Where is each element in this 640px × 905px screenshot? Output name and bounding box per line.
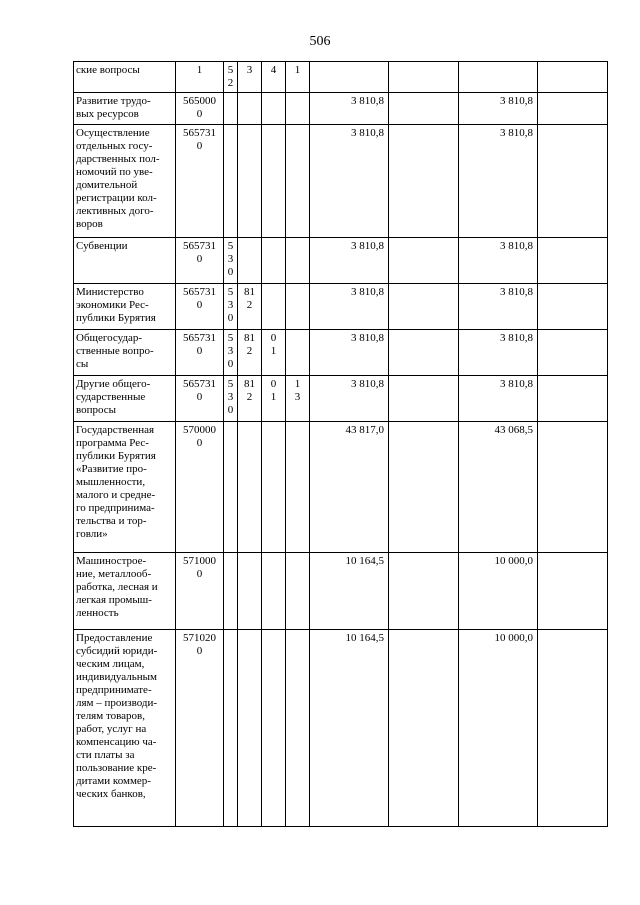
cell-line: вых ресурсов bbox=[76, 108, 139, 120]
row-name bbox=[74, 422, 176, 553]
row-col-3 bbox=[238, 93, 262, 125]
cell-line: малого и средне- bbox=[76, 489, 156, 501]
cell-line: легкая промыш- bbox=[76, 594, 152, 606]
cell-line: 571020 bbox=[183, 632, 216, 644]
cell-line: ленность bbox=[76, 607, 119, 619]
row-amount-2 bbox=[389, 284, 459, 330]
cell-line: 565731 bbox=[183, 378, 216, 390]
cell-line: 5 bbox=[227, 332, 234, 344]
cell-line: сы bbox=[76, 358, 89, 370]
cell-line: 5 bbox=[227, 240, 234, 252]
cell-line: Машинострое- bbox=[76, 555, 147, 567]
row-col-4 bbox=[262, 62, 286, 93]
cell-line: 0 bbox=[196, 140, 203, 152]
cell-line: пользование кре- bbox=[76, 762, 157, 774]
cell-line: 0 bbox=[227, 266, 234, 278]
cell-line: субсидий юриди- bbox=[76, 645, 158, 657]
row-col-1 bbox=[286, 238, 310, 284]
table-row bbox=[74, 62, 608, 93]
row-col-3 bbox=[238, 238, 262, 284]
row-code bbox=[176, 630, 224, 827]
row-amount-4 bbox=[538, 330, 608, 376]
cell-line: 3 bbox=[227, 253, 234, 265]
cell-line: 81 bbox=[244, 286, 255, 298]
cell-line: Государственная bbox=[76, 424, 155, 436]
row-amount-1: 10 164,5 bbox=[310, 630, 389, 827]
row-col-4 bbox=[262, 125, 286, 238]
cell-line: 1 bbox=[294, 378, 301, 390]
row-col-3 bbox=[238, 630, 262, 827]
cell-line: 570000 bbox=[183, 424, 216, 436]
row-amount-4 bbox=[538, 422, 608, 553]
row-amount-2 bbox=[389, 62, 459, 93]
row-amount-2 bbox=[389, 238, 459, 284]
row-code bbox=[176, 238, 224, 284]
row-col-1 bbox=[286, 125, 310, 238]
cell-line: лям – производи- bbox=[76, 697, 158, 709]
cell-line: 565731 bbox=[183, 240, 216, 252]
cell-line: 571000 bbox=[183, 555, 216, 567]
cell-line: 81 bbox=[244, 378, 255, 390]
row-col-4 bbox=[262, 376, 286, 422]
row-amount-3: 10 000,0 bbox=[459, 630, 538, 827]
cell-line: 0 bbox=[227, 312, 234, 324]
cell-line: домительной bbox=[76, 179, 138, 191]
cell-line: 1 bbox=[270, 345, 277, 357]
cell-line: 0 bbox=[196, 645, 203, 657]
row-amount-3: 10 000,0 bbox=[459, 553, 538, 630]
row-code bbox=[176, 330, 224, 376]
table-row bbox=[74, 284, 608, 330]
cell-line: публики Бурятия bbox=[76, 312, 156, 324]
cell-line: вопросы bbox=[76, 404, 117, 416]
row-col-1 bbox=[286, 330, 310, 376]
row-code bbox=[176, 553, 224, 630]
row-name bbox=[74, 62, 176, 93]
cell-line: предпринимате- bbox=[76, 684, 152, 696]
cell-line: 3 bbox=[294, 391, 301, 403]
row-amount-2 bbox=[389, 125, 459, 238]
cell-line: 1 bbox=[196, 64, 203, 76]
row-col-5 bbox=[224, 553, 238, 630]
cell-line: 0 bbox=[196, 299, 203, 311]
cell-line: 2 bbox=[227, 77, 234, 89]
cell-line: 3 bbox=[227, 391, 234, 403]
row-amount-1: 3 810,8 bbox=[310, 330, 389, 376]
cell-line: 1 bbox=[294, 64, 301, 76]
row-name bbox=[74, 330, 176, 376]
cell-line: экономики Рес- bbox=[76, 299, 149, 311]
row-col-3 bbox=[238, 125, 262, 238]
cell-line: дарственных пол- bbox=[76, 153, 160, 165]
cell-line: индивидуальным bbox=[76, 671, 158, 683]
cell-line: 1 bbox=[270, 391, 277, 403]
cell-line: 2 bbox=[246, 391, 253, 403]
row-amount-1: 10 164,5 bbox=[310, 553, 389, 630]
cell-line: 565731 bbox=[183, 286, 216, 298]
cell-line: работка, лесная и bbox=[76, 581, 158, 593]
cell-line: го предпринима- bbox=[76, 502, 155, 514]
cell-line: регистрации кол- bbox=[76, 192, 157, 204]
cell-line: 0 bbox=[270, 332, 277, 344]
cell-line: сти платы за bbox=[76, 749, 135, 761]
cell-line: 565731 bbox=[183, 127, 216, 139]
cell-line: 0 bbox=[196, 437, 203, 449]
row-amount-3: 3 810,8 bbox=[459, 330, 538, 376]
cell-line: ские вопросы bbox=[76, 64, 140, 76]
cell-line: 0 bbox=[196, 568, 203, 580]
page-number: 506 bbox=[309, 34, 331, 49]
row-col-1 bbox=[286, 422, 310, 553]
table-row bbox=[74, 553, 608, 630]
row-col-5 bbox=[224, 238, 238, 284]
row-col-3 bbox=[238, 330, 262, 376]
row-name bbox=[74, 284, 176, 330]
row-amount-4 bbox=[538, 62, 608, 93]
row-amount-4 bbox=[538, 238, 608, 284]
cell-line: 0 bbox=[196, 391, 203, 403]
table-row bbox=[74, 630, 608, 827]
row-name bbox=[74, 630, 176, 827]
row-col-4 bbox=[262, 93, 286, 125]
row-col-1 bbox=[286, 630, 310, 827]
row-col-5 bbox=[224, 376, 238, 422]
row-col-4 bbox=[262, 284, 286, 330]
row-col-3 bbox=[238, 553, 262, 630]
cell-line: 565731 bbox=[183, 332, 216, 344]
row-amount-2 bbox=[389, 553, 459, 630]
cell-line: 4 bbox=[270, 64, 277, 76]
cell-line: ческих банков, bbox=[76, 788, 146, 800]
row-amount-1: 43 817,0 bbox=[310, 422, 389, 553]
cell-line: компенсацию ча- bbox=[76, 736, 157, 748]
row-col-5 bbox=[224, 422, 238, 553]
cell-line: 0 bbox=[227, 404, 234, 416]
cell-line: дитами коммер- bbox=[76, 775, 151, 787]
cell-line: 5 bbox=[227, 64, 234, 76]
cell-line: 2 bbox=[246, 299, 253, 311]
row-col-4 bbox=[262, 330, 286, 376]
row-amount-4 bbox=[538, 284, 608, 330]
row-code bbox=[176, 125, 224, 238]
cell-line: Предоставление bbox=[76, 632, 153, 644]
table-row bbox=[74, 93, 608, 125]
table-row bbox=[74, 125, 608, 238]
cell-line: 0 bbox=[227, 358, 234, 370]
row-col-5 bbox=[224, 125, 238, 238]
row-name bbox=[74, 376, 176, 422]
row-code bbox=[176, 284, 224, 330]
row-name bbox=[74, 238, 176, 284]
cell-line: ние, металлооб- bbox=[76, 568, 152, 580]
row-amount-2 bbox=[389, 376, 459, 422]
row-col-1 bbox=[286, 62, 310, 93]
row-amount-1: 3 810,8 bbox=[310, 238, 389, 284]
row-amount-4 bbox=[538, 630, 608, 827]
row-col-4 bbox=[262, 422, 286, 553]
row-amount-1: 3 810,8 bbox=[310, 376, 389, 422]
row-amount-3: 3 810,8 bbox=[459, 238, 538, 284]
cell-line: 2 bbox=[246, 345, 253, 357]
row-amount-2 bbox=[389, 93, 459, 125]
cell-line: ственные вопро- bbox=[76, 345, 154, 357]
row-amount-3: 43 068,5 bbox=[459, 422, 538, 553]
cell-line: работ, услуг на bbox=[76, 723, 147, 735]
cell-line: номочий по уве- bbox=[76, 166, 153, 178]
table-row bbox=[74, 376, 608, 422]
row-amount-2 bbox=[389, 630, 459, 827]
cell-line: отдельных госу- bbox=[76, 140, 153, 152]
cell-line: Осуществление bbox=[76, 127, 150, 139]
row-col-5 bbox=[224, 62, 238, 93]
row-amount-4 bbox=[538, 376, 608, 422]
cell-line: телям товаров, bbox=[76, 710, 145, 722]
row-name bbox=[74, 125, 176, 238]
row-amount-4 bbox=[538, 125, 608, 238]
row-col-3 bbox=[238, 422, 262, 553]
cell-line: программа Рес- bbox=[76, 437, 149, 449]
cell-line: 0 bbox=[270, 378, 277, 390]
table-row bbox=[74, 330, 608, 376]
row-amount-1: 3 810,8 bbox=[310, 284, 389, 330]
cell-line: Другие общего- bbox=[76, 378, 151, 390]
row-amount-3: 3 810,8 bbox=[459, 284, 538, 330]
row-name bbox=[74, 93, 176, 125]
cell-line: Субвенции bbox=[76, 240, 128, 252]
row-code bbox=[176, 376, 224, 422]
cell-line: говли» bbox=[76, 528, 108, 540]
row-code bbox=[176, 422, 224, 553]
row-amount-1: 3 810,8 bbox=[310, 93, 389, 125]
table-body bbox=[74, 62, 608, 827]
row-amount-3: 3 810,8 bbox=[459, 93, 538, 125]
row-col-1 bbox=[286, 284, 310, 330]
row-col-1 bbox=[286, 553, 310, 630]
cell-line: Развитие трудо- bbox=[76, 95, 151, 107]
cell-line: 0 bbox=[196, 253, 203, 265]
cell-line: 3 bbox=[246, 64, 253, 76]
cell-line: публики Бурятия bbox=[76, 450, 156, 462]
cell-line: 81 bbox=[244, 332, 255, 344]
cell-line: ческим лицам, bbox=[76, 658, 145, 670]
row-col-4 bbox=[262, 238, 286, 284]
row-col-3 bbox=[238, 284, 262, 330]
row-amount-4 bbox=[538, 553, 608, 630]
row-col-4 bbox=[262, 553, 286, 630]
row-amount-3: 3 810,8 bbox=[459, 125, 538, 238]
cell-line: 0 bbox=[196, 345, 203, 357]
budget-table bbox=[73, 61, 608, 827]
row-name bbox=[74, 553, 176, 630]
cell-line: 5 bbox=[227, 286, 234, 298]
row-col-1 bbox=[286, 93, 310, 125]
cell-line: 0 bbox=[196, 108, 203, 120]
row-col-5 bbox=[224, 93, 238, 125]
row-col-1 bbox=[286, 376, 310, 422]
row-amount-1 bbox=[310, 62, 389, 93]
row-col-5 bbox=[224, 330, 238, 376]
row-col-4 bbox=[262, 630, 286, 827]
row-code bbox=[176, 93, 224, 125]
row-code bbox=[176, 62, 224, 93]
cell-line: Общегосудар- bbox=[76, 332, 143, 344]
cell-line: 565000 bbox=[183, 95, 216, 107]
table-row bbox=[74, 238, 608, 284]
row-col-3 bbox=[238, 376, 262, 422]
cell-line: лективных дого- bbox=[76, 205, 154, 217]
cell-line: тельства и тор- bbox=[76, 515, 147, 527]
cell-line: Министерство bbox=[76, 286, 144, 298]
row-amount-3 bbox=[459, 62, 538, 93]
cell-line: воров bbox=[76, 218, 103, 230]
row-amount-1: 3 810,8 bbox=[310, 125, 389, 238]
row-amount-2 bbox=[389, 422, 459, 553]
cell-line: сударственные bbox=[76, 391, 146, 403]
row-amount-3: 3 810,8 bbox=[459, 376, 538, 422]
cell-line: мышленности, bbox=[76, 476, 146, 488]
row-col-5 bbox=[224, 630, 238, 827]
table-row bbox=[74, 422, 608, 553]
row-col-3 bbox=[238, 62, 262, 93]
cell-line: 3 bbox=[227, 345, 234, 357]
cell-line: 3 bbox=[227, 299, 234, 311]
cell-line: «Развитие про- bbox=[76, 463, 147, 475]
cell-line: 5 bbox=[227, 378, 234, 390]
row-col-5 bbox=[224, 284, 238, 330]
row-amount-4 bbox=[538, 93, 608, 125]
row-amount-2 bbox=[389, 330, 459, 376]
